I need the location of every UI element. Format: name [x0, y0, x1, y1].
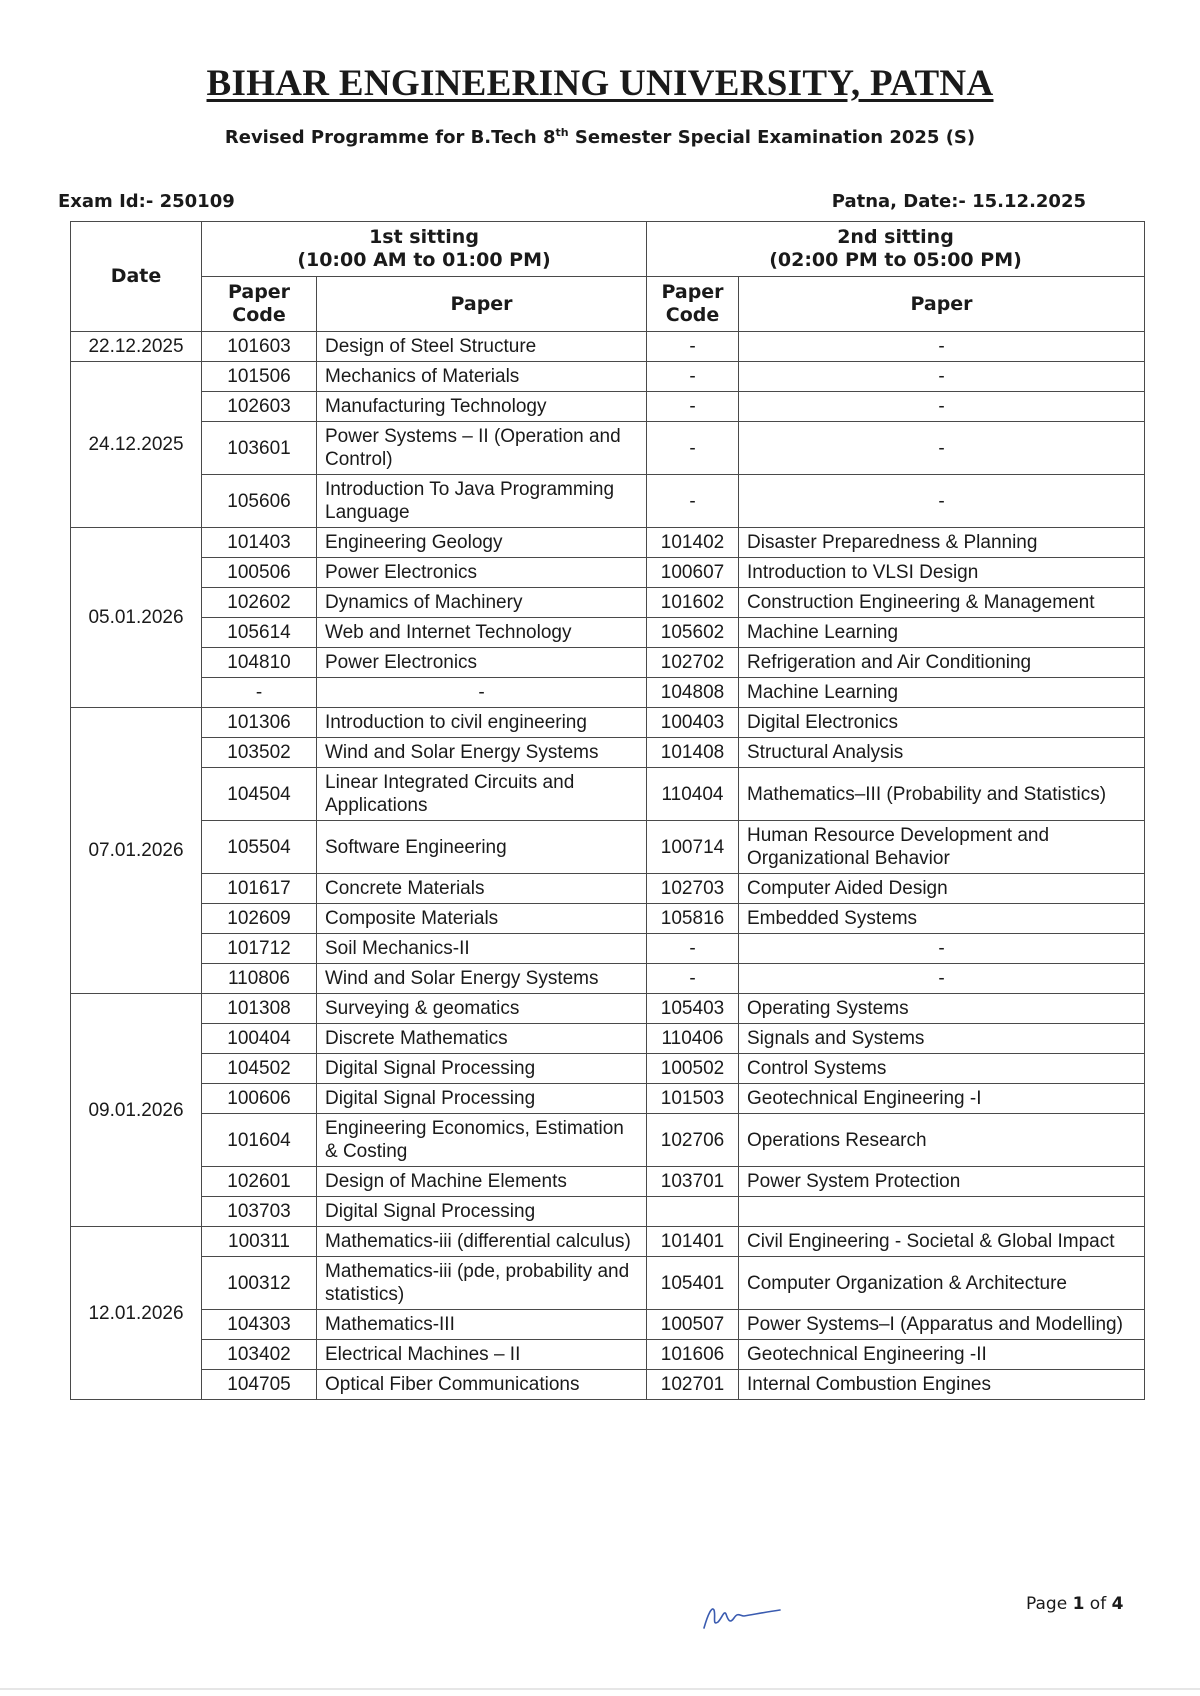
paper-name-2: -	[739, 332, 1145, 362]
paper-code-1: 104502	[202, 1054, 317, 1084]
table-row	[71, 874, 1145, 904]
paper-name-1: Soil Mechanics-II	[317, 934, 647, 964]
paper-code-2: -	[647, 475, 739, 528]
paper-name-1: Mechanics of Materials	[317, 362, 647, 392]
table-row	[71, 1197, 1145, 1227]
paper-code-1: 103601	[202, 422, 317, 475]
paper-code-1: 100312	[202, 1257, 317, 1310]
paper-code-1: 103402	[202, 1340, 317, 1370]
paper-code-2: 100714	[647, 821, 739, 874]
table-header	[71, 222, 1145, 332]
table-row	[71, 1114, 1145, 1167]
programme-title	[0, 126, 1200, 148]
table-row	[71, 475, 1145, 528]
paper-name-2: -	[739, 475, 1145, 528]
paper-name-1: Mathematics-iii (pde, probability and statistics)	[317, 1257, 647, 1310]
paper-name-2: Computer Organization & Architecture	[739, 1257, 1145, 1310]
page-total: 4	[1111, 1594, 1124, 1614]
paper-code-1: 103703	[202, 1197, 317, 1227]
paper-code-2: 101402	[647, 528, 739, 558]
paper-code-2: 105602	[647, 618, 739, 648]
paper-name-2: Geotechnical Engineering -I	[739, 1084, 1145, 1114]
paper-name-1: Electrical Machines – II	[317, 1340, 647, 1370]
table-row	[71, 422, 1145, 475]
paper-code-1: 100506	[202, 558, 317, 588]
paper-code-2: 100607	[647, 558, 739, 588]
sitting-2-time: (02:00 PM to 05:00 PM)	[769, 249, 1022, 271]
table-row	[71, 1167, 1145, 1197]
paper-name-1: Web and Internet Technology	[317, 618, 647, 648]
paper-code-2: 104808	[647, 678, 739, 708]
paper-name-1: Surveying & geomatics	[317, 994, 647, 1024]
paper-code-2: 100507	[647, 1310, 739, 1340]
paper-code-1: -	[202, 678, 317, 708]
table-row	[71, 678, 1145, 708]
university-title: BIHAR ENGINEERING UNIVERSITY, PATNA	[206, 63, 994, 104]
table-row	[71, 528, 1145, 558]
paper-code-1: 104303	[202, 1310, 317, 1340]
paper-code-2: 110406	[647, 1024, 739, 1054]
paper-code-1: 105614	[202, 618, 317, 648]
paper-name-1: Concrete Materials	[317, 874, 647, 904]
paper-name-1: Composite Materials	[317, 904, 647, 934]
header-paper-code-2: Paper Code	[647, 277, 739, 332]
table-row	[71, 1227, 1145, 1257]
paper-name-1: Engineering Geology	[317, 528, 647, 558]
table-row	[71, 1084, 1145, 1114]
paper-name-2: -	[739, 422, 1145, 475]
programme-text-rest: Semester Special Examination 2025 (S)	[568, 127, 976, 148]
table-row	[71, 392, 1145, 422]
paper-code-1: 104705	[202, 1370, 317, 1400]
paper-code-2: -	[647, 362, 739, 392]
paper-name-2: Introduction to VLSI Design	[739, 558, 1145, 588]
paper-name-1: Engineering Economics, Estimation & Costing	[317, 1114, 647, 1167]
paper-code-2: 102703	[647, 874, 739, 904]
paper-code-2: -	[647, 422, 739, 475]
paper-code-2: 101606	[647, 1340, 739, 1370]
paper-code-2: 103701	[647, 1167, 739, 1197]
header-paper-code-1: Paper Code	[202, 277, 317, 332]
table-row	[71, 821, 1145, 874]
paper-name-2: Civil Engineering - Societal & Global Impact	[739, 1227, 1145, 1257]
scan-edge-divider	[0, 1688, 1200, 1690]
paper-code-1: 103502	[202, 738, 317, 768]
paper-code-1: 101604	[202, 1114, 317, 1167]
paper-name-2: Geotechnical Engineering -II	[739, 1340, 1145, 1370]
exam-id: Exam Id:- 250109	[58, 191, 235, 212]
paper-name-2: Signals and Systems	[739, 1024, 1145, 1054]
table-row	[71, 964, 1145, 994]
paper-name-2: Machine Learning	[739, 618, 1145, 648]
header-sitting-1	[202, 222, 647, 277]
paper-code-1: 101403	[202, 528, 317, 558]
paper-code-2: 101602	[647, 588, 739, 618]
header-date: Date	[71, 222, 202, 332]
paper-name-2	[739, 1197, 1145, 1227]
paper-name-2: Internal Combustion Engines	[739, 1370, 1145, 1400]
sitting-1-time: (10:00 AM to 01:00 PM)	[297, 249, 551, 271]
paper-name-1: Wind and Solar Energy Systems	[317, 738, 647, 768]
paper-name-2: Construction Engineering & Management	[739, 588, 1145, 618]
table-row	[71, 904, 1145, 934]
paper-code-2: 102706	[647, 1114, 739, 1167]
header-row-sittings	[71, 222, 1145, 277]
table-row	[71, 708, 1145, 738]
paper-name-2: -	[739, 964, 1145, 994]
table-row	[71, 994, 1145, 1024]
paper-name-2: Digital Electronics	[739, 708, 1145, 738]
paper-code-1: 102602	[202, 588, 317, 618]
paper-code-1: 101712	[202, 934, 317, 964]
table-row	[71, 558, 1145, 588]
paper-name-2: Control Systems	[739, 1054, 1145, 1084]
paper-name-1: Power Electronics	[317, 558, 647, 588]
exam-date: 24.12.2025	[71, 362, 202, 528]
paper-name-1: Manufacturing Technology	[317, 392, 647, 422]
paper-name-2: -	[739, 392, 1145, 422]
paper-name-1: Introduction to civil engineering	[317, 708, 647, 738]
table-row	[71, 768, 1145, 821]
page-current: 1	[1072, 1594, 1085, 1614]
paper-name-2: Operations Research	[739, 1114, 1145, 1167]
paper-code-2: -	[647, 392, 739, 422]
paper-name-1: Mathematics-iii (differential calculus)	[317, 1227, 647, 1257]
paper-name-1: Design of Steel Structure	[317, 332, 647, 362]
paper-name-1: Dynamics of Machinery	[317, 588, 647, 618]
paper-name-1: Power Electronics	[317, 648, 647, 678]
header-paper-1: Paper	[317, 277, 647, 332]
table-row	[71, 1024, 1145, 1054]
table-row	[71, 1257, 1145, 1310]
paper-code-1: 102603	[202, 392, 317, 422]
paper-code-1: 105606	[202, 475, 317, 528]
paper-name-1: Software Engineering	[317, 821, 647, 874]
paper-code-2: 101401	[647, 1227, 739, 1257]
paper-code-2: 105816	[647, 904, 739, 934]
paper-code-1: 102609	[202, 904, 317, 934]
exam-schedule-table	[70, 221, 1145, 1400]
paper-name-1: Introduction To Java Programming Language	[317, 475, 647, 528]
table-row	[71, 332, 1145, 362]
paper-code-1: 104810	[202, 648, 317, 678]
paper-code-1: 102601	[202, 1167, 317, 1197]
paper-code-2: -	[647, 934, 739, 964]
paper-code-1: 101308	[202, 994, 317, 1024]
paper-code-2: 110404	[647, 768, 739, 821]
table-row	[71, 362, 1145, 392]
table-row	[71, 1340, 1145, 1370]
paper-name-2: Embedded Systems	[739, 904, 1145, 934]
paper-name-2: -	[739, 934, 1145, 964]
table-row	[71, 934, 1145, 964]
paper-code-1: 105504	[202, 821, 317, 874]
paper-code-1: 100311	[202, 1227, 317, 1257]
signature	[700, 1596, 784, 1636]
programme-superscript: th	[555, 126, 569, 139]
paper-code-1: 101603	[202, 332, 317, 362]
exam-date: 05.01.2026	[71, 528, 202, 708]
paper-name-1: Linear Integrated Circuits and Applications	[317, 768, 647, 821]
paper-code-2: 101408	[647, 738, 739, 768]
paper-code-2	[647, 1197, 739, 1227]
paper-code-2: 100403	[647, 708, 739, 738]
paper-code-1: 101506	[202, 362, 317, 392]
page-of: of	[1084, 1594, 1112, 1614]
paper-name-2: Machine Learning	[739, 678, 1145, 708]
paper-name-2: Power Systems–I (Apparatus and Modelling)	[739, 1310, 1145, 1340]
paper-name-1: Digital Signal Processing	[317, 1084, 647, 1114]
paper-name-1: Wind and Solar Energy Systems	[317, 964, 647, 994]
table-row	[71, 618, 1145, 648]
header-sitting-2	[647, 222, 1145, 277]
paper-name-2: Operating Systems	[739, 994, 1145, 1024]
table-row	[71, 1054, 1145, 1084]
paper-name-2: Power System Protection	[739, 1167, 1145, 1197]
paper-code-1: 101617	[202, 874, 317, 904]
paper-name-1: Digital Signal Processing	[317, 1197, 647, 1227]
schedule-body	[71, 332, 1145, 1400]
page-label: Page	[1026, 1594, 1073, 1614]
paper-code-1: 101306	[202, 708, 317, 738]
table-row	[71, 1370, 1145, 1400]
paper-code-2: 101503	[647, 1084, 739, 1114]
paper-code-2: -	[647, 332, 739, 362]
paper-name-1: Discrete Mathematics	[317, 1024, 647, 1054]
table-row	[71, 648, 1145, 678]
paper-code-2: -	[647, 964, 739, 994]
table-row	[71, 588, 1145, 618]
paper-name-2: Structural Analysis	[739, 738, 1145, 768]
programme-text: Revised Programme for B.Tech 8	[224, 127, 556, 148]
exam-date: 07.01.2026	[71, 708, 202, 994]
paper-code-1: 100606	[202, 1084, 317, 1114]
paper-name-2: Refrigeration and Air Conditioning	[739, 648, 1145, 678]
table-row	[71, 1310, 1145, 1340]
paper-name-1: Power Systems – II (Operation and Control)	[317, 422, 647, 475]
header-row-columns	[71, 277, 1145, 332]
paper-name-2: Computer Aided Design	[739, 874, 1145, 904]
paper-code-2: 105403	[647, 994, 739, 1024]
paper-code-2: 102702	[647, 648, 739, 678]
sitting-2-title: 2nd sitting	[837, 226, 954, 248]
paper-name-1: -	[317, 678, 647, 708]
exam-date: 22.12.2025	[71, 332, 202, 362]
paper-code-2: 102701	[647, 1370, 739, 1400]
exam-date: 09.01.2026	[71, 994, 202, 1227]
paper-name-1: Optical Fiber Communications	[317, 1370, 647, 1400]
paper-code-2: 100502	[647, 1054, 739, 1084]
paper-name-2: Human Resource Development and Organizational Behavior	[739, 821, 1145, 874]
paper-name-1: Design of Machine Elements	[317, 1167, 647, 1197]
table-row	[71, 738, 1145, 768]
paper-name-1: Digital Signal Processing	[317, 1054, 647, 1084]
place-date: Patna, Date:- 15.12.2025	[831, 191, 1086, 212]
paper-code-1: 104504	[202, 768, 317, 821]
sitting-1-title: 1st sitting	[369, 226, 479, 248]
header-paper-2: Paper	[739, 277, 1145, 332]
paper-name-2: -	[739, 362, 1145, 392]
paper-code-1: 110806	[202, 964, 317, 994]
paper-code-2: 105401	[647, 1257, 739, 1310]
page-number	[1026, 1594, 1123, 1614]
paper-name-2: Mathematics–III (Probability and Statistics)	[739, 768, 1145, 821]
paper-name-2: Disaster Preparedness & Planning	[739, 528, 1145, 558]
paper-code-1: 100404	[202, 1024, 317, 1054]
paper-name-1: Mathematics-III	[317, 1310, 647, 1340]
exam-date: 12.01.2026	[71, 1227, 202, 1400]
